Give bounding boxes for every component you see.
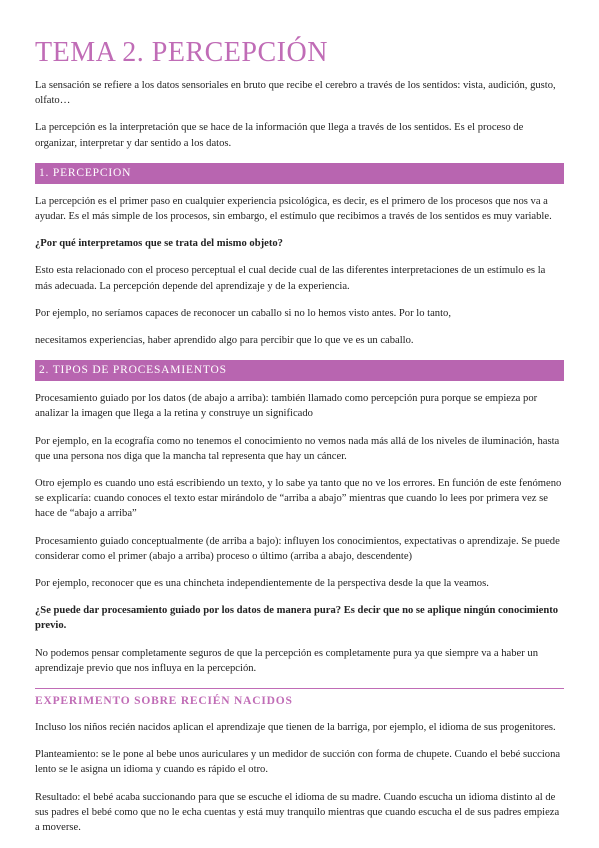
- section-heading-percepcion: 1. PERCEPCION: [35, 163, 564, 184]
- body-paragraph: Esto esta relacionado con el proceso perceptual el cual decide cual de las diferentes interpretaciones de un estímulo es la más adecuada. La percepción depende del aprendizaje y de la experiencia.: [35, 265, 546, 292]
- subheading-experimento: EXPERIMENTO SOBRE RECIÉN NACIDOS: [35, 688, 564, 708]
- body-paragraph: Procesamiento guiado conceptualmente (de arriba a bajo): influyen los conocimientos, expectativas o aprendizaje. Se puede considerar como el primer (abajo a arriba) proceso o último (arriba a abajo, descendente): [35, 535, 560, 562]
- body-paragraph: Procesamiento guiado por los datos (de abajo a arriba): también llamado como percepción pura porque se empieza por analizar la imagen que llega a la retina y construye un significado: [35, 393, 538, 420]
- body-paragraph: Por ejemplo, no seríamos capaces de reconocer un caballo si no lo hemos visto antes. Por lo tanto,: [35, 307, 451, 319]
- question-paragraph: ¿Por qué interpretamos que se trata del mismo objeto?: [35, 238, 283, 250]
- body-paragraph: Planteamiento: se le pone al bebe unos auriculares y un medidor de succión con forma de chupete. Cuando el bebé succiona lento se le asigna un idioma y cuando es rápido el otro.: [35, 749, 561, 776]
- intro-paragraph: La sensación se refiere a los datos sensoriales en bruto que recibe el cerebro a través de los sentidos: vista, audición, gusto, olfato…: [35, 80, 556, 107]
- body-paragraph: Por ejemplo, reconocer que es una chincheta independientemente de la perspectiva desde la que la veamos.: [35, 578, 489, 590]
- question-paragraph: ¿Se puede dar procesamiento guiado por los datos de manera pura? Es decir que no se aplique ningún conocimiento previo.: [35, 605, 559, 632]
- body-paragraph: necesitamos experiencias, haber aprendido algo para percibir que lo que ve es un caballo.: [35, 335, 414, 347]
- body-paragraph: La percepción es el primer paso en cualquier experiencia psicológica, es decir, es el primero de los procesos que nos va a ayudar. Es el más simple de los procesos, sin embargo, el estímulo que recibimos a través de los sentidos es muy variable.: [35, 195, 552, 223]
- intro-paragraph: La percepción es la interpretación que se hace de la información que llega a través de los sentidos. Es el proceso de organizar, interpretar y dar sentido a los datos.: [35, 122, 524, 149]
- body-paragraph: Otro ejemplo es cuando uno está escribiendo un texto, y lo sabe ya tanto que no ve los errores. En función de este fenómeno se explicaría: cuando conoces el texto estar mirándolo de “arriba a abajo” mientras que cuando lo lees por primera vez se hace de “abajo a arriba”: [35, 478, 562, 520]
- body-paragraph: Resultado: el bebé acaba succionando para que se escuche el idioma de su madre. Cuando escucha un idioma distinto al de sus padres el bebé como que no le echa cuentas y está muy tranquilo mientras que cuando escucha el de sus padres empieza a moverse.: [35, 791, 560, 834]
- body-paragraph: Por ejemplo, en la ecografía como no tenemos el conocimiento no vemos nada más allá de los niveles de iluminación, hasta que una persona nos diga que la mancha tal representa que hay un cáncer.: [35, 435, 560, 462]
- page-title: TEMA 2. PERCEPCIÓN: [35, 37, 328, 68]
- section-heading-tipos: 2. TIPOS DE PROCESAMIENTOS: [35, 360, 564, 381]
- body-paragraph: No podemos pensar completamente seguros de que la percepción es completamente pura ya que siempre va a haber un aprendizaje previo que nos influya en la percepción.: [35, 647, 539, 674]
- body-paragraph: Incluso los niños recién nacidos aplican el aprendizaje que tienen de la barriga, por ejemplo, el idioma de sus progenitores.: [35, 722, 556, 734]
